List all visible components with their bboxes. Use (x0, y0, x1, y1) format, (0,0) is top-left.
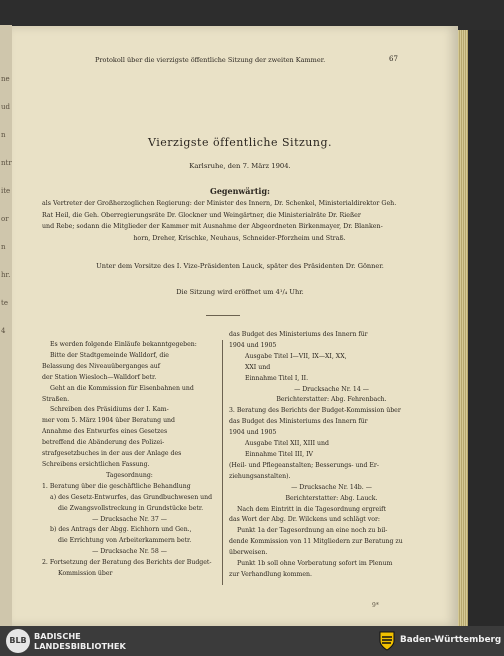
left-column-line: Tagesordnung: (106, 471, 153, 479)
right-column-line: Einnahme Titel I, II. (245, 374, 309, 382)
right-column-line: ziehungsanstalten). (229, 472, 291, 480)
right-column-line: überweisen. (229, 549, 268, 557)
left-column-line: Schreibens ersichtlichen Fassung. (42, 460, 150, 468)
right-column-line: — Drucksache Nr. 14b. — (291, 483, 372, 491)
page-stack-edge (458, 30, 468, 626)
book-cover (468, 30, 504, 626)
left-column-line: a) des Gesetz-Entwurfes, das Grundbuchwesen und (50, 493, 213, 501)
left-column-line: Es werden folgende Einläufe bekanntgegeben: (50, 341, 197, 348)
right-column-line: das Wort der Abg. Dr. Wilckens und schlägt vor: (229, 516, 380, 524)
prev-page-fragment: ne (1, 75, 10, 83)
library-name-line: BADISCHE (34, 631, 81, 641)
present-heading: Gegenwärtig: (210, 186, 270, 196)
left-column-line: die Errichtung von Arbeiterkammern betr. (58, 537, 192, 545)
left-column-line: Schreiben des Präsidiums der I. Kam- (50, 406, 169, 414)
attendance-line: horn, Dreher, Krischke, Neuhaus, Schneider-Pforzheim und Straß. (133, 234, 346, 242)
right-column-line: Berichterstatter: Abg. Fehrenbach. (276, 396, 387, 404)
date-line: Karlsruhe, den 7. März 1904. (189, 162, 291, 170)
prev-page-fragment: n (1, 131, 6, 139)
left-column-line: Annahme des Entwurfes eines Gesetzes (42, 428, 168, 436)
attendance-list (42, 198, 437, 244)
prev-page-fragment: n (1, 243, 6, 251)
right-column-line: 1904 und 1905 (229, 429, 277, 437)
left-column (42, 340, 217, 580)
right-column-line: Punkt 1a der Tagesordnung an eine noch zu bil- (237, 527, 388, 535)
left-column-line: Kommission über (58, 570, 113, 578)
prev-page-fragment: te (1, 299, 8, 307)
opening-line: Die Sitzung wird eröffnet um 4¹/₄ Uhr. (176, 288, 304, 296)
right-column-line: dende Kommission von 11 Mitgliedern zur Beratung zu (229, 538, 403, 546)
left-column-line: 1. Beratung über die geschäftliche Behandlung (42, 482, 191, 490)
right-column-line: Einnahme Titel III, IV (245, 450, 314, 458)
right-column-line: 1904 und 1905 (229, 341, 277, 349)
library-name-line: LANDESBIBLIOTHEK (34, 641, 126, 651)
session-title: Vierzigste öffentliche Sitzung. (147, 136, 332, 149)
left-column-line: — Drucksache Nr. 58 — (92, 548, 167, 556)
right-column-line: XXI und (245, 363, 271, 371)
left-column-line: — Drucksache Nr. 37 — (92, 515, 167, 523)
left-column-line: Straßen. (42, 395, 70, 403)
attendance-line: Rat Heil, die Geh. Oberregierungsräte Dr. Glockner und Weingärtner, die Ministerialräte Dr. Rießer (42, 211, 361, 219)
left-column-line: strafgesetzbuches in der aus der Anlage des (42, 450, 182, 458)
right-column-line: Berichterstatter: Abg. Lauck. (285, 494, 378, 502)
prev-page-fragment: hr. (1, 271, 11, 279)
viewer-footer (0, 626, 504, 656)
blb-logo[interactable]: BLB (6, 629, 30, 653)
left-column-line: die Zwangsvollstreckung in Grundstücke betr. (58, 504, 204, 512)
running-title: Protokoll über die vierzigste öffentliche Sitzung der zweiten Kammer. (95, 56, 326, 64)
prev-page-fragment: 4 (1, 327, 6, 335)
attendance-line: und Rebe; sodann die Mitglieder der Kammer mit Ausnahme der Abgeordneten Birkenmayer, Dr. Blanken- (42, 223, 383, 230)
right-column-line: Nach dem Eintritt in die Tagesordnung ergreift (237, 505, 386, 513)
left-column-line: Bitte der Stadtgemeinde Walldorf, die (50, 351, 169, 359)
prev-page-fragment: or (1, 215, 9, 223)
right-column-line: (Heil- und Pflegeanstalten; Besserungs- und Er- (229, 461, 379, 469)
column-divider (222, 340, 223, 585)
left-column-line: mer vom 5. März 1904 über Beratung und (42, 417, 176, 425)
page-number: 67 (389, 55, 398, 63)
right-column-line: Ausgabe Titel I—VII, IX—XI, XX, (245, 352, 347, 360)
left-column-line: 2. Fortsetzung der Beratung des Berichts der Budget- (42, 559, 212, 567)
prev-page-fragment: ntr (1, 159, 12, 167)
left-column-line: Geht an die Kommission für Eisenbahnen und (50, 384, 194, 392)
right-column-line: — Drucksache Nr. 14 — (294, 385, 369, 393)
right-column-line: 3. Beratung des Berichts der Budget-Kommission über (229, 407, 401, 415)
partner-name[interactable]: Baden-Württemberg (400, 635, 502, 645)
right-column-line: das Budget des Ministeriums des Innern für (229, 331, 368, 338)
prev-page-fragment: ud (1, 103, 10, 111)
attendance-line: als Vertreter der Großherzoglichen Regierung: der Minister des Innern, Dr. Schenkel, Ministerialdirektor Geh. (42, 200, 397, 207)
separator-rule (206, 315, 240, 316)
chair-line: Unter dem Vorsitze des I. Vize-Präsidenten Lauck, später des Präsidenten Dr. Gönner. (96, 262, 384, 270)
right-column-line: zur Verhandlung kommen. (229, 570, 313, 578)
signature-mark: 9* (372, 602, 379, 609)
left-column-line: Belassung des Niveauüberganges auf (42, 362, 161, 370)
right-column-line: Punkt 1b soll ohne Vorberatung sofort im Plenum (237, 560, 393, 568)
right-column-line: Ausgabe Titel XII, XIII und (245, 440, 329, 448)
left-column-line: der Station Wiesloch—Walldorf betr. (42, 373, 157, 381)
left-column-line: b) des Antrags der Abgg. Eichhorn und Gen., (50, 526, 192, 534)
right-column (229, 330, 434, 581)
right-column-line: das Budget des Ministeriums des Innern für (229, 418, 368, 426)
library-name[interactable] (34, 631, 126, 651)
previous-page-edge (0, 25, 12, 626)
prev-page-fragment: ite (1, 187, 11, 195)
left-column-line: betreffend die Abänderung des Polizei- (42, 439, 165, 447)
state-crest-icon (378, 631, 396, 651)
